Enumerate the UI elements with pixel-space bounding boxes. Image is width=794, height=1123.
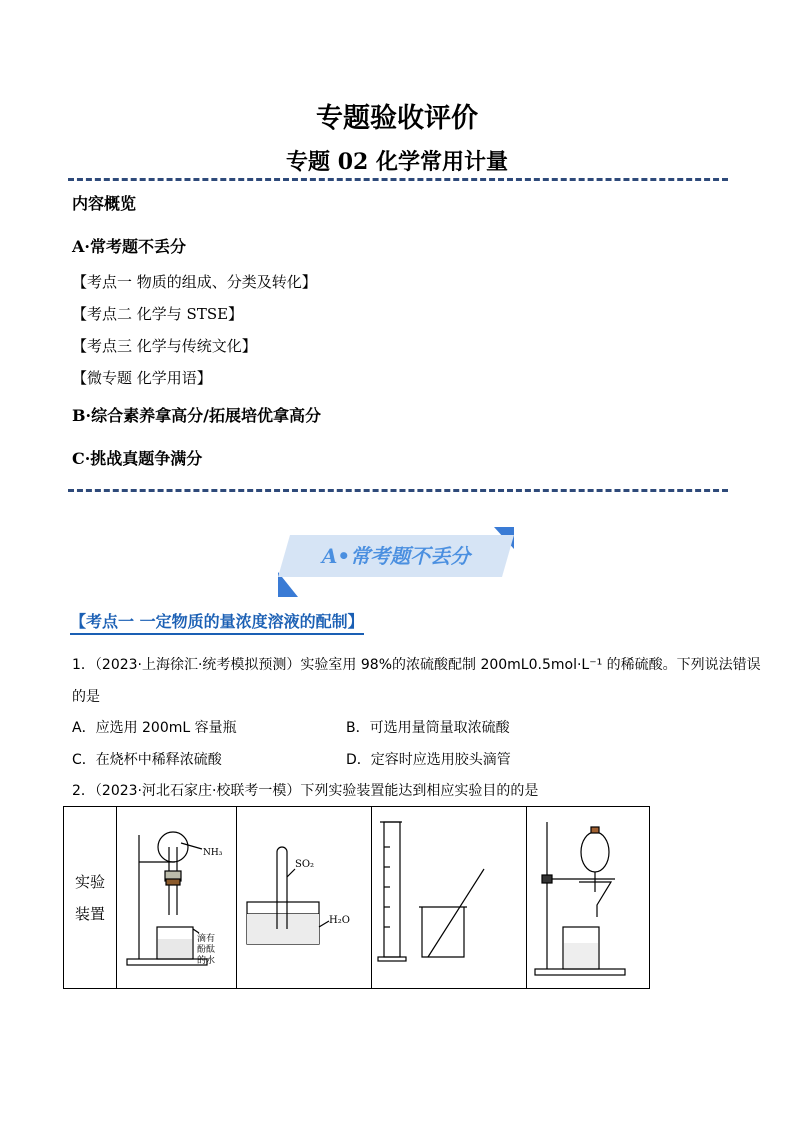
fig2-liquid-label: H₂O [329,915,350,926]
point-4: 【微专题 化学用语】 [72,369,212,387]
page-title: 专题验收评价 [316,103,478,134]
fig1-liquid-label-1: 滴有 [197,934,216,944]
so2-test-tube-apparatus [237,807,371,984]
divider-bottom [68,489,728,492]
q1-stem-line2: 的是 [72,689,100,705]
point-2: 【考点二 化学与 STSE】 [72,305,244,323]
q1-option-b: B．可选用量筒量取浓硫酸 [346,720,510,736]
cylinder-beaker-apparatus [372,807,526,984]
divider-top [68,178,728,181]
apparatus-4-cell [527,807,650,989]
q1-option-a: A．应选用 200mL 容量瓶 [72,720,237,736]
apparatus-3-cell [372,807,527,989]
row-label-line2: 装置 [74,904,105,923]
q1-stem-line1: 1．（2023·上海徐汇·统考模拟预测）实验室用 98%的浓硫酸配制 200mL0.5mol·L⁻¹ 的稀硫酸。下列说法错误 [72,657,761,673]
fountain-apparatus [117,807,236,984]
fig2-gas-label: SO₂ [295,859,315,870]
q2-stem: 2．（2023·河北石家庄·校联考一模）下列实验装置能达到相应实验目的的是 [72,783,539,799]
apparatus-2-cell [237,807,372,989]
point-1: 【考点一 物质的组成、分类及转化】 [72,273,317,291]
section-b-label: B·综合素养拿高分/拓展培优拿高分 [72,406,321,425]
row-label-line1: 实验 [74,872,105,891]
banner-text: A•常考题不丢分 [321,544,471,568]
overview-heading: 内容概览 [72,194,137,213]
apparatus-table [63,806,650,989]
q1-option-c: C．在烧杯中稀释浓硫酸 [72,752,222,768]
kaodian-heading: 【考点一 一定物质的量浓度溶液的配制】 [70,609,364,635]
section-c-label: C·挑战真题争满分 [72,449,203,468]
section-banner [278,527,514,597]
point-3: 【考点三 化学与传统文化】 [72,337,257,355]
page-subtitle: 专题 02 化学常用计量 [286,149,508,175]
row-label [64,807,117,989]
separatory-funnel-apparatus [527,807,649,984]
fig1-liquid-label-3: 的水 [197,956,216,966]
section-a-label: A·常考题不丢分 [72,237,186,256]
apparatus-1-cell [117,807,237,989]
fig1-liquid-label-2: 酚酞 [197,945,216,955]
q1-option-d: D．定容时应选用胶头滴管 [346,752,511,768]
fig1-gas-label: NH₃ [203,848,223,858]
